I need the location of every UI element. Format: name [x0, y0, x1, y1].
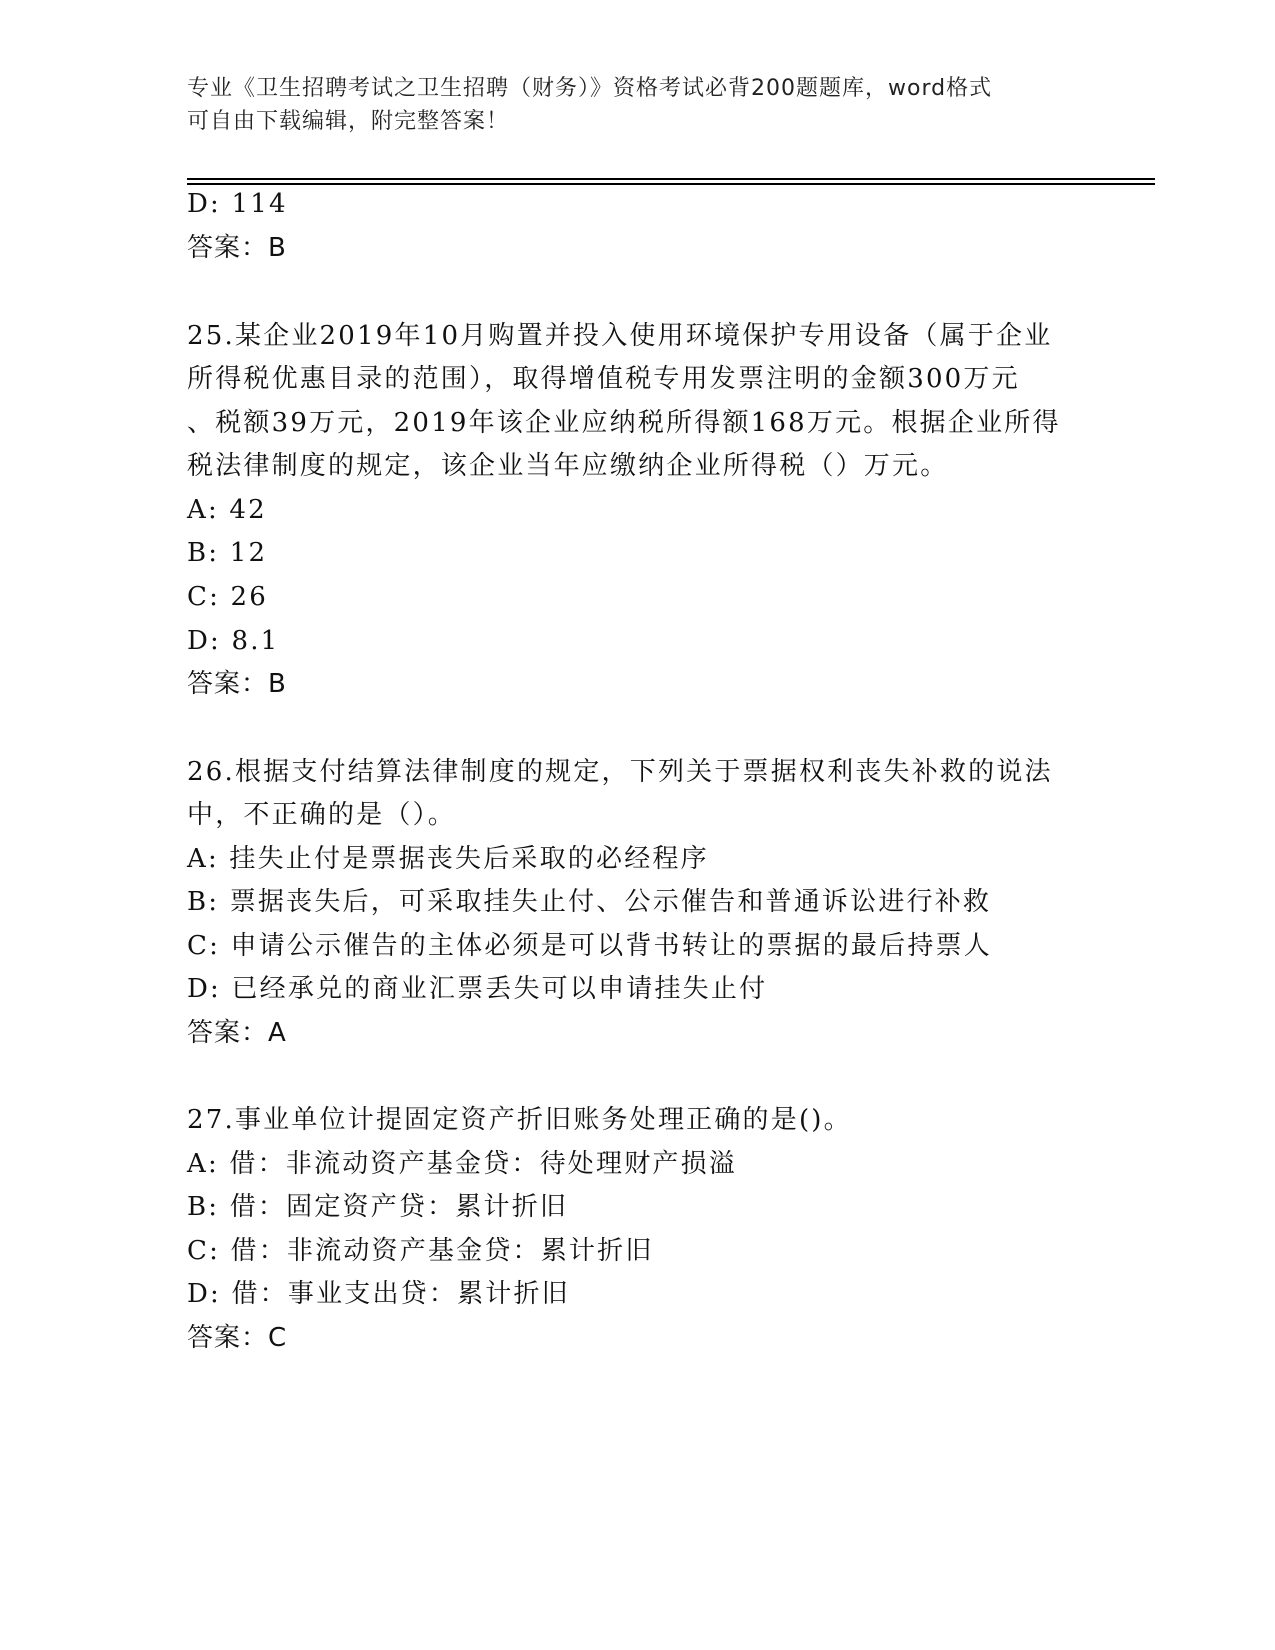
q26-option-a: A: 挂失止付是票据丧失后采取的必经程序: [187, 844, 709, 874]
q27-option-c: C: 借：非流动资产基金贷：累计折旧: [187, 1236, 654, 1266]
q25-option-a: A: 42: [187, 495, 267, 525]
q26-option-b: B: 票据丧失后，可采取挂失止付、公示催告和普通诉讼进行补救: [187, 887, 992, 917]
q26-answer: 答案：A: [187, 1018, 287, 1048]
q26-option-d: D: 已经承兑的商业汇票丢失可以申请挂失止付: [187, 974, 768, 1004]
header-divider-bottom: [187, 183, 1155, 185]
q25-option-c: C: 26: [187, 582, 269, 612]
prev-option-d: D: 114: [187, 189, 288, 219]
header-line-2: 可自由下载编辑，附完整答案！: [187, 109, 510, 134]
q25-stem-line-1: 25.某企业2019年10月购置并投入使用环境保护专用设备（属于企业: [187, 321, 1053, 351]
document-header: [187, 72, 1067, 138]
q25-stem-line-4: 税法律制度的规定，该企业当年应缴纳企业所得税（）万元。: [187, 451, 949, 481]
q27-answer: 答案：C: [187, 1323, 288, 1353]
q25-option-b: B: 12: [187, 538, 268, 568]
q27-stem-line-1: 27.事业单位计提固定资产折旧账务处理正确的是()。: [187, 1105, 852, 1135]
header-divider-top: [187, 178, 1155, 180]
q25-stem-line-2: 所得税优惠目录的范围），取得增值税专用发票注明的金额300万元: [187, 364, 1020, 394]
q26-stem-line-1: 26.根据支付结算法律制度的规定，下列关于票据权利丧失补救的说法: [187, 757, 1053, 787]
prev-answer: 答案：B: [187, 233, 287, 263]
q27-option-d: D: 借：事业支出贷：累计折旧: [187, 1279, 570, 1309]
q27-option-a: A: 借：非流动资产基金贷：待处理财产损溢: [187, 1149, 738, 1179]
q25-option-d: D: 8.1: [187, 626, 280, 656]
q27-option-b: B: 借：固定资产贷：累计折旧: [187, 1192, 569, 1222]
q25-stem-line-3: 、税额39万元，2019年该企业应纳税所得额168万元。根据企业所得: [187, 408, 1061, 438]
q25-answer: 答案：B: [187, 669, 287, 699]
q26-stem-line-2: 中，不正确的是（）。: [187, 800, 457, 830]
q26-option-c: C: 申请公示催告的主体必须是可以背书转让的票据的最后持票人: [187, 931, 992, 961]
header-line-1: 专业《卫生招聘考试之卫生招聘（财务）》资格考试必背200题题库，word格式: [187, 76, 993, 101]
